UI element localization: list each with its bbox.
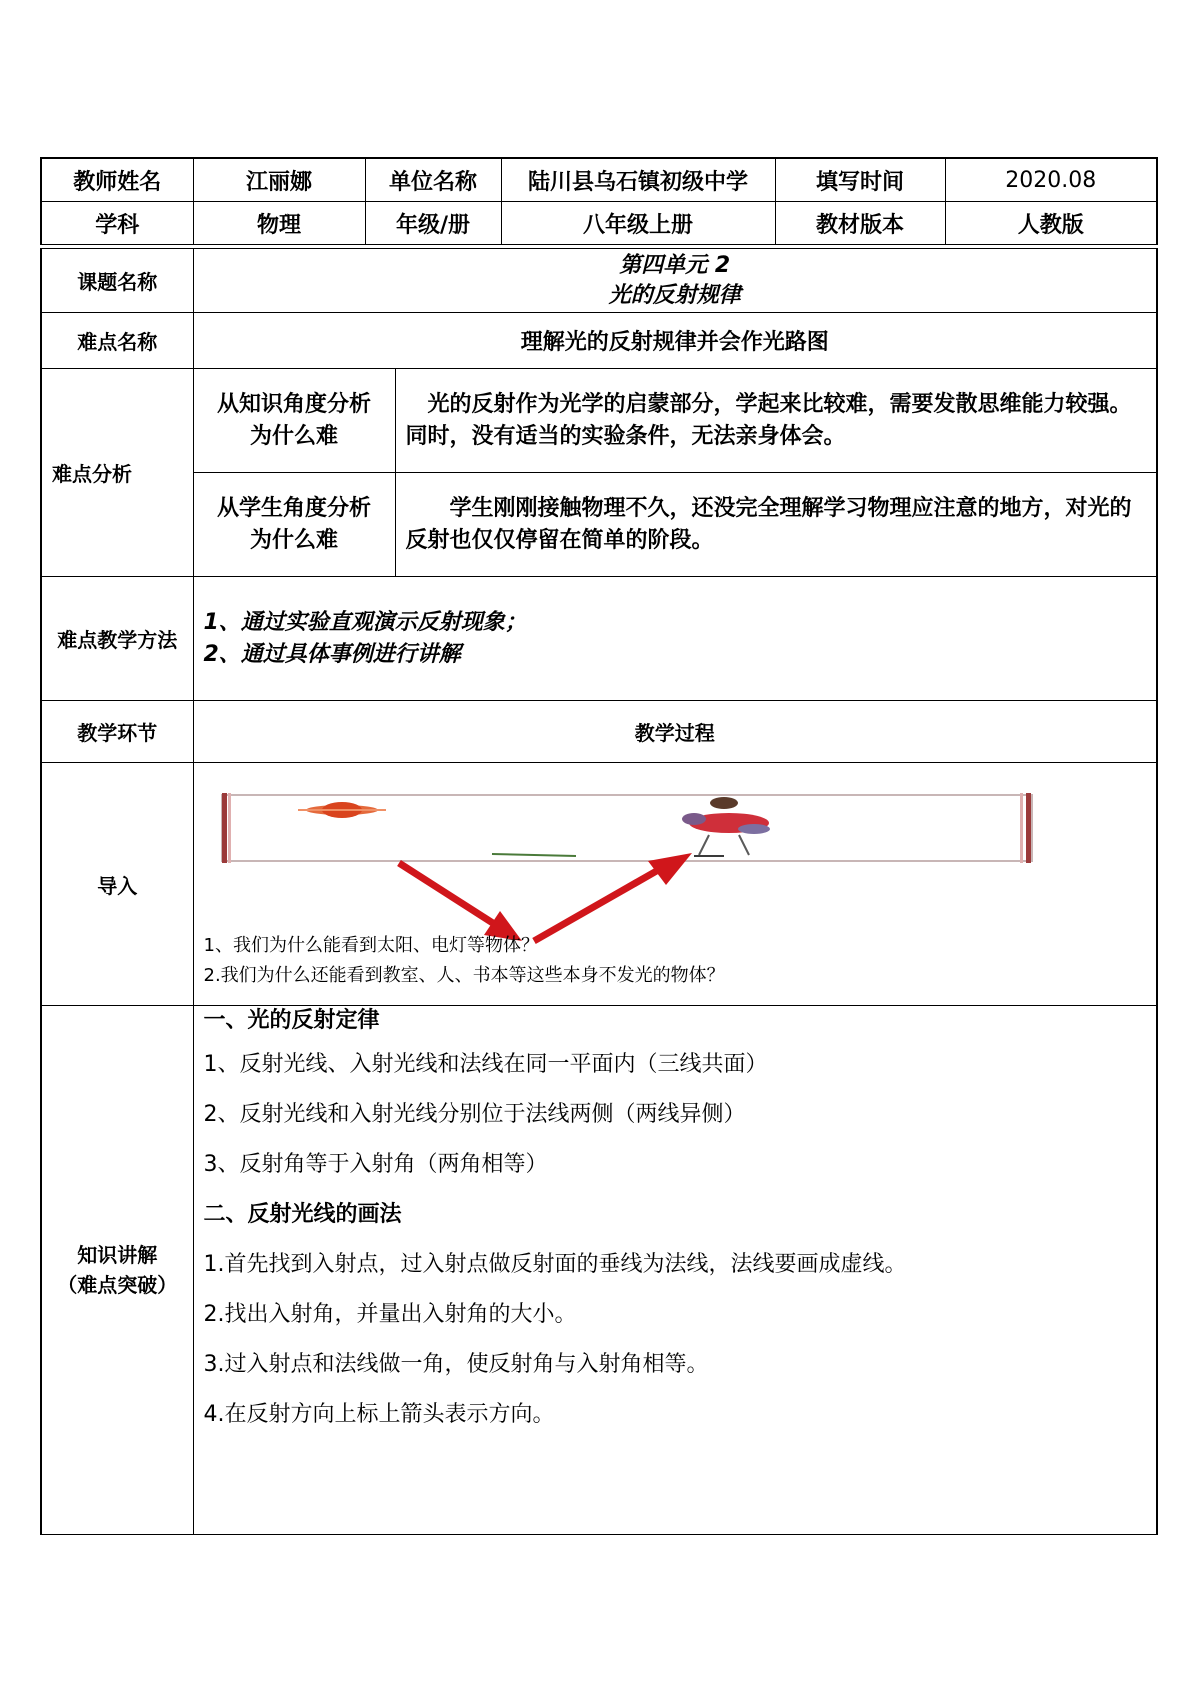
step-item-2: 2.找出入射角，并量出入射角的大小。 <box>203 1302 577 1327</box>
lesson-body-table <box>40 248 1158 1535</box>
student-angle-line1: 从学生角度分析 <box>216 495 371 521</box>
method-label: 难点教学方法 <box>41 577 193 701</box>
date-label: 填写时间 <box>775 158 945 202</box>
law-item-1: 1、反射光线、入射光线和法线在同一平面内（三线共面） <box>203 1052 768 1077</box>
grade-value: 八年级上册 <box>501 202 775 245</box>
difficulty-label: 难点名称 <box>41 313 193 369</box>
process-label: 教学环节 <box>41 701 193 763</box>
topic-label: 课题名称 <box>41 249 193 313</box>
topic-line2: 光的反射规律 <box>608 282 741 308</box>
heading-reflection-law: 一、光的反射定律 <box>203 1008 380 1033</box>
knowledge-label-line2: （难点突破） <box>57 1273 178 1297</box>
knowledge-angle-line1: 从知识角度分析 <box>216 391 371 417</box>
analysis-label: 难点分析 <box>41 369 193 577</box>
knowledge-label-line1: 知识讲解 <box>77 1243 158 1267</box>
intro-cell <box>193 763 1157 1006</box>
difficulty-value: 理解光的反射规律并会作光路图 <box>193 313 1157 369</box>
law-item-2: 2、反射光线和入射光线分别位于法线两侧（两线异侧） <box>203 1102 746 1127</box>
student-angle-line2: 为什么难 <box>249 527 338 553</box>
intro-label: 导入 <box>41 763 193 1006</box>
law-item-3: 3、反射角等于入射角（两角相等） <box>203 1152 548 1177</box>
intro-question-1: 1、我们为什么能看到太阳、电灯等物体？ <box>203 935 539 956</box>
unit-value: 陆川县乌石镇初级中学 <box>501 158 775 202</box>
knowledge-angle-text: 光的反射作为光学的启蒙部分，学起来比较难，需要发散思维能力较强。同时，没有适当的实验条件，无法亲身体会。 <box>395 369 1157 473</box>
teacher-label: 教师姓名 <box>41 158 193 202</box>
method-list <box>193 577 1157 701</box>
knowledge-angle-cell <box>193 369 395 473</box>
step-item-4: 4.在反射方向上标上箭头表示方向。 <box>203 1402 555 1427</box>
student-angle-cell <box>193 473 395 577</box>
step-item-1: 1.首先找到入射点，过入射点做反射面的垂线为法线，法线要画成虚线。 <box>203 1252 907 1277</box>
subject-value: 物理 <box>193 202 365 245</box>
knowledge-label <box>41 1006 193 1535</box>
edition-label: 教材版本 <box>775 202 945 245</box>
lesson-plan-document <box>40 157 1156 1535</box>
heading-drawing-method: 二、反射光线的画法 <box>203 1202 402 1227</box>
unit-label: 单位名称 <box>365 158 501 202</box>
intro-question-2: 2.我们为什么还能看到教室、人、书本等这些本身不发光的物体？ <box>203 965 725 986</box>
info-header-table <box>40 157 1158 245</box>
incident-arrow <box>399 863 522 941</box>
process-value: 教学过程 <box>193 701 1157 763</box>
knowledge-content <box>193 1006 1157 1535</box>
step-item-3: 3.过入射点和法线做一角，使反射角与入射角相等。 <box>203 1352 709 1377</box>
student-angle-text: 学生刚刚接触物理不久，还没完全理解学习物理应注意的地方，对光的反射也仅仅停留在简单的阶段。 <box>395 473 1157 577</box>
grade-label: 年级/册 <box>365 202 501 245</box>
date-value: 2020.08 <box>945 158 1157 202</box>
reflected-arrow <box>534 853 692 941</box>
topic-line1: 第四单元 2 <box>619 252 731 278</box>
edition-value: 人教版 <box>945 202 1157 245</box>
topic-title <box>193 249 1157 313</box>
knowledge-angle-line2: 为什么难 <box>249 423 338 449</box>
subject-label: 学科 <box>41 202 193 245</box>
teacher-value: 江丽娜 <box>193 158 365 202</box>
method-item-1: 1、通过实验直观演示反射现象； <box>203 609 527 635</box>
method-item-2: 2、通过具体事例进行讲解 <box>203 641 461 667</box>
